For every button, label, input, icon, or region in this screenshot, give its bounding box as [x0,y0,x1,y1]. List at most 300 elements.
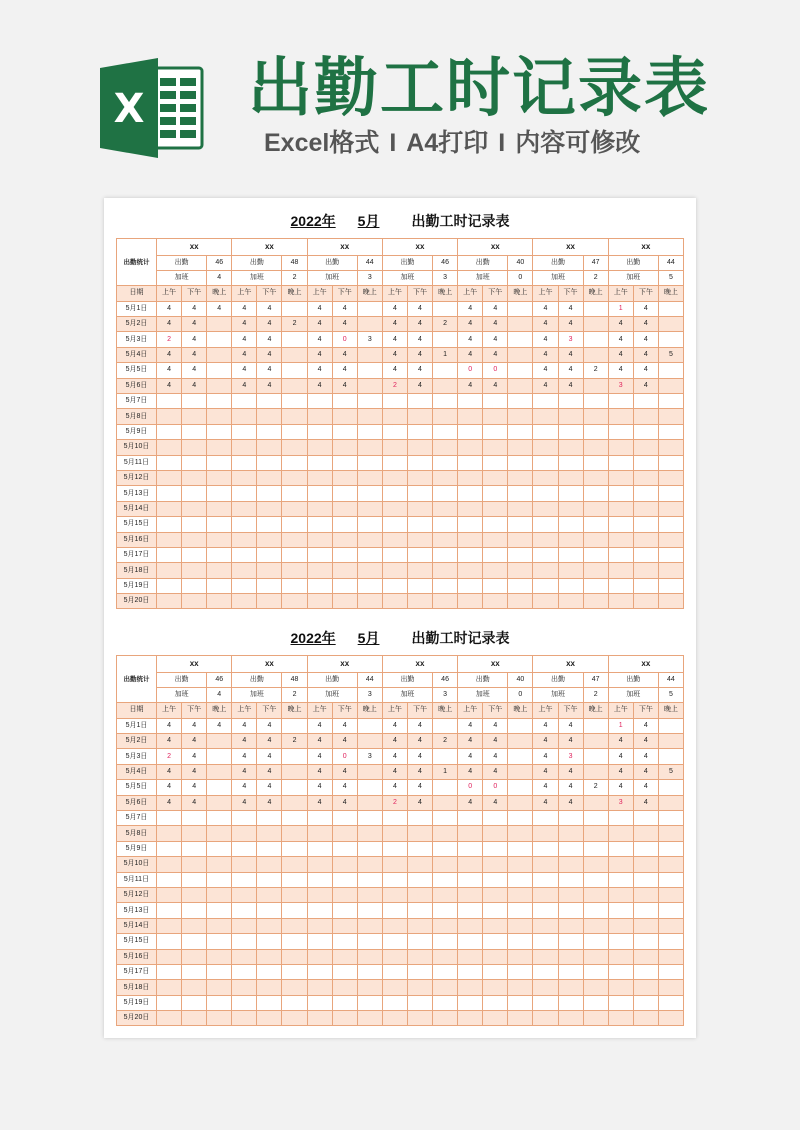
hours-cell[interactable] [182,980,207,995]
hours-cell[interactable] [483,594,508,609]
hours-cell[interactable] [357,501,382,516]
hours-cell[interactable] [583,394,608,409]
hours-cell[interactable] [458,826,483,841]
hours-cell[interactable] [608,811,633,826]
hours-cell[interactable] [508,764,533,779]
hours-cell[interactable] [458,995,483,1010]
hours-cell[interactable]: 4 [533,301,558,316]
hours-cell[interactable] [382,594,407,609]
hours-cell[interactable] [282,1011,307,1026]
hours-cell[interactable] [282,301,307,316]
hours-cell[interactable] [157,811,182,826]
hours-cell[interactable] [558,501,583,516]
hours-cell[interactable] [433,440,458,455]
hours-cell[interactable]: 4 [558,347,583,362]
hours-cell[interactable] [608,470,633,485]
hours-cell[interactable] [658,317,683,332]
hours-cell[interactable] [232,1011,257,1026]
hours-cell[interactable] [508,501,533,516]
hours-cell[interactable] [558,486,583,501]
hours-cell[interactable]: 4 [458,378,483,393]
hours-cell[interactable] [207,995,232,1010]
hours-cell[interactable] [533,918,558,933]
hours-cell[interactable] [633,903,658,918]
hours-cell[interactable]: 4 [558,734,583,749]
hours-cell[interactable]: 4 [533,764,558,779]
hours-cell[interactable] [533,872,558,887]
hours-cell[interactable] [257,578,282,593]
hours-cell[interactable]: 0 [483,780,508,795]
hours-cell[interactable]: 4 [608,317,633,332]
hours-cell[interactable] [382,578,407,593]
hours-cell[interactable] [357,378,382,393]
hours-cell[interactable]: 4 [307,780,332,795]
hours-cell[interactable]: 4 [633,332,658,347]
hours-cell[interactable] [508,780,533,795]
hours-cell[interactable]: 4 [483,317,508,332]
attend-total-cell[interactable]: 44 [357,255,382,270]
hours-cell[interactable] [382,872,407,887]
hours-cell[interactable] [583,501,608,516]
hours-cell[interactable] [257,811,282,826]
hours-cell[interactable] [433,578,458,593]
hours-cell[interactable]: 4 [157,301,182,316]
hours-cell[interactable] [508,841,533,856]
hours-cell[interactable]: 3 [608,378,633,393]
hours-cell[interactable] [282,780,307,795]
hours-cell[interactable]: 4 [458,734,483,749]
hours-cell[interactable]: 4 [232,780,257,795]
hours-cell[interactable] [282,718,307,733]
hours-cell[interactable] [583,918,608,933]
hours-cell[interactable] [608,826,633,841]
hours-cell[interactable] [157,517,182,532]
hours-cell[interactable] [207,547,232,562]
hours-cell[interactable] [157,532,182,547]
hours-cell[interactable]: 4 [407,301,432,316]
hours-cell[interactable] [282,347,307,362]
hours-cell[interactable] [433,980,458,995]
hours-cell[interactable] [508,517,533,532]
hours-cell[interactable]: 4 [558,378,583,393]
hours-cell[interactable] [282,501,307,516]
hours-cell[interactable] [232,857,257,872]
hours-cell[interactable] [407,964,432,979]
hours-cell[interactable]: 1 [433,764,458,779]
overtime-total-cell[interactable]: 2 [583,687,608,702]
hours-cell[interactable] [207,578,232,593]
hours-cell[interactable] [382,424,407,439]
hours-cell[interactable] [407,501,432,516]
employee-name-cell[interactable]: xx [232,656,307,673]
hours-cell[interactable]: 0 [458,780,483,795]
hours-cell[interactable] [282,363,307,378]
hours-cell[interactable] [633,532,658,547]
hours-cell[interactable] [207,470,232,485]
hours-cell[interactable] [558,857,583,872]
hours-cell[interactable] [157,841,182,856]
hours-cell[interactable]: 4 [533,718,558,733]
attend-total-cell[interactable]: 46 [433,672,458,687]
hours-cell[interactable] [232,995,257,1010]
hours-cell[interactable] [307,470,332,485]
attend-total-cell[interactable]: 48 [282,672,307,687]
hours-cell[interactable] [533,486,558,501]
hours-cell[interactable] [508,934,533,949]
hours-cell[interactable] [433,780,458,795]
hours-cell[interactable] [558,563,583,578]
hours-cell[interactable] [483,826,508,841]
hours-cell[interactable] [633,934,658,949]
hours-cell[interactable] [232,811,257,826]
hours-cell[interactable] [232,424,257,439]
hours-cell[interactable] [207,795,232,810]
hours-cell[interactable] [357,363,382,378]
hours-cell[interactable] [357,718,382,733]
hours-cell[interactable] [332,934,357,949]
hours-cell[interactable]: 4 [633,363,658,378]
hours-cell[interactable] [433,363,458,378]
hours-cell[interactable]: 4 [332,718,357,733]
hours-cell[interactable]: 4 [232,317,257,332]
hours-cell[interactable] [458,949,483,964]
hours-cell[interactable] [257,826,282,841]
hours-cell[interactable] [282,455,307,470]
hours-cell[interactable] [257,903,282,918]
hours-cell[interactable] [458,594,483,609]
hours-cell[interactable] [357,811,382,826]
hours-cell[interactable] [307,995,332,1010]
hours-cell[interactable] [382,455,407,470]
hours-cell[interactable] [207,826,232,841]
hours-cell[interactable] [282,887,307,902]
hours-cell[interactable] [332,964,357,979]
hours-cell[interactable] [433,949,458,964]
hours-cell[interactable] [207,764,232,779]
hours-cell[interactable] [357,995,382,1010]
hours-cell[interactable]: 4 [382,764,407,779]
hours-cell[interactable] [433,857,458,872]
hours-cell[interactable]: 4 [182,301,207,316]
hours-cell[interactable] [558,964,583,979]
hours-cell[interactable] [332,394,357,409]
hours-cell[interactable]: 2 [583,780,608,795]
hours-cell[interactable]: 4 [257,764,282,779]
hours-cell[interactable] [332,455,357,470]
hours-cell[interactable] [307,934,332,949]
hours-cell[interactable]: 4 [633,734,658,749]
hours-cell[interactable] [282,486,307,501]
hours-cell[interactable] [433,964,458,979]
hours-cell[interactable] [533,547,558,562]
hours-cell[interactable]: 3 [558,749,583,764]
hours-cell[interactable]: 4 [157,718,182,733]
hours-cell[interactable] [508,547,533,562]
hours-cell[interactable]: 4 [332,780,357,795]
hours-cell[interactable]: 4 [257,749,282,764]
hours-cell[interactable] [307,563,332,578]
hours-cell[interactable] [207,594,232,609]
hours-cell[interactable] [558,887,583,902]
overtime-total-cell[interactable]: 0 [508,687,533,702]
hours-cell[interactable] [407,547,432,562]
hours-cell[interactable] [207,440,232,455]
hours-cell[interactable]: 4 [382,332,407,347]
hours-cell[interactable] [658,734,683,749]
hours-cell[interactable]: 4 [157,363,182,378]
hours-cell[interactable] [658,995,683,1010]
overtime-total-cell[interactable]: 3 [357,270,382,285]
hours-cell[interactable] [332,409,357,424]
hours-cell[interactable] [608,501,633,516]
hours-cell[interactable] [232,547,257,562]
employee-name-cell[interactable]: xx [157,239,232,256]
hours-cell[interactable] [207,964,232,979]
hours-cell[interactable] [332,1011,357,1026]
hours-cell[interactable]: 4 [458,317,483,332]
hours-cell[interactable]: 2 [433,317,458,332]
hours-cell[interactable] [282,563,307,578]
hours-cell[interactable] [357,780,382,795]
hours-cell[interactable] [232,470,257,485]
hours-cell[interactable] [483,841,508,856]
hours-cell[interactable] [332,440,357,455]
hours-cell[interactable] [207,734,232,749]
hours-cell[interactable] [382,486,407,501]
hours-cell[interactable] [382,470,407,485]
hours-cell[interactable]: 0 [332,332,357,347]
hours-cell[interactable]: 3 [357,749,382,764]
hours-cell[interactable]: 4 [307,301,332,316]
hours-cell[interactable] [658,780,683,795]
hours-cell[interactable] [583,378,608,393]
hours-cell[interactable] [182,501,207,516]
hours-cell[interactable] [633,470,658,485]
employee-name-cell[interactable]: xx [232,239,307,256]
hours-cell[interactable]: 4 [533,347,558,362]
hours-cell[interactable] [157,486,182,501]
hours-cell[interactable] [633,949,658,964]
hours-cell[interactable] [157,980,182,995]
hours-cell[interactable]: 4 [483,301,508,316]
hours-cell[interactable] [433,563,458,578]
attend-total-cell[interactable]: 47 [583,255,608,270]
hours-cell[interactable] [332,594,357,609]
hours-cell[interactable]: 4 [307,749,332,764]
hours-cell[interactable] [382,980,407,995]
hours-cell[interactable] [332,578,357,593]
hours-cell[interactable] [257,486,282,501]
hours-cell[interactable] [433,424,458,439]
hours-cell[interactable] [357,949,382,964]
hours-cell[interactable]: 4 [533,734,558,749]
hours-cell[interactable] [282,826,307,841]
hours-cell[interactable] [558,517,583,532]
hours-cell[interactable] [182,826,207,841]
hours-cell[interactable]: 4 [257,317,282,332]
hours-cell[interactable] [282,903,307,918]
hours-cell[interactable] [483,517,508,532]
hours-cell[interactable] [282,795,307,810]
hours-cell[interactable] [307,594,332,609]
hours-cell[interactable] [508,918,533,933]
hours-cell[interactable]: 4 [633,718,658,733]
hours-cell[interactable] [407,440,432,455]
hours-cell[interactable]: 4 [182,749,207,764]
hours-cell[interactable] [433,378,458,393]
hours-cell[interactable] [332,872,357,887]
hours-cell[interactable] [433,594,458,609]
hours-cell[interactable] [307,532,332,547]
hours-cell[interactable] [583,301,608,316]
hours-cell[interactable] [282,594,307,609]
hours-cell[interactable] [207,749,232,764]
hours-cell[interactable]: 4 [483,718,508,733]
hours-cell[interactable]: 2 [382,378,407,393]
hours-cell[interactable] [357,394,382,409]
hours-cell[interactable] [257,547,282,562]
hours-cell[interactable]: 4 [633,347,658,362]
hours-cell[interactable] [182,532,207,547]
hours-cell[interactable] [157,409,182,424]
hours-cell[interactable]: 4 [157,734,182,749]
hours-cell[interactable] [633,547,658,562]
hours-cell[interactable] [407,811,432,826]
hours-cell[interactable] [608,857,633,872]
hours-cell[interactable] [658,964,683,979]
hours-cell[interactable] [508,317,533,332]
hours-cell[interactable] [332,532,357,547]
hours-cell[interactable] [658,424,683,439]
hours-cell[interactable] [633,409,658,424]
hours-cell[interactable]: 2 [433,734,458,749]
hours-cell[interactable] [307,440,332,455]
hours-cell[interactable] [257,594,282,609]
hours-cell[interactable] [407,980,432,995]
hours-cell[interactable] [232,934,257,949]
hours-cell[interactable] [558,934,583,949]
hours-cell[interactable] [232,486,257,501]
hours-cell[interactable] [583,563,608,578]
hours-cell[interactable] [633,394,658,409]
hours-cell[interactable] [382,826,407,841]
hours-cell[interactable]: 4 [558,764,583,779]
hours-cell[interactable] [633,594,658,609]
hours-cell[interactable]: 4 [232,363,257,378]
hours-cell[interactable] [357,301,382,316]
hours-cell[interactable] [658,563,683,578]
hours-cell[interactable]: 4 [407,332,432,347]
hours-cell[interactable] [558,811,583,826]
hours-cell[interactable] [483,811,508,826]
hours-cell[interactable] [357,964,382,979]
hours-cell[interactable] [382,995,407,1010]
hours-cell[interactable] [508,964,533,979]
hours-cell[interactable] [207,887,232,902]
hours-cell[interactable] [608,486,633,501]
hours-cell[interactable] [658,470,683,485]
hours-cell[interactable] [182,486,207,501]
hours-cell[interactable] [458,394,483,409]
hours-cell[interactable] [483,470,508,485]
hours-cell[interactable] [658,826,683,841]
hours-cell[interactable] [382,811,407,826]
hours-cell[interactable] [508,734,533,749]
hours-cell[interactable]: 4 [157,795,182,810]
hours-cell[interactable] [257,563,282,578]
hours-cell[interactable] [207,394,232,409]
hours-cell[interactable] [357,424,382,439]
hours-cell[interactable] [207,980,232,995]
hours-cell[interactable] [533,455,558,470]
hours-cell[interactable]: 4 [407,749,432,764]
hours-cell[interactable] [357,857,382,872]
hours-cell[interactable] [558,918,583,933]
hours-cell[interactable] [608,547,633,562]
hours-cell[interactable] [458,470,483,485]
hours-cell[interactable] [533,964,558,979]
hours-cell[interactable] [483,547,508,562]
overtime-total-cell[interactable]: 3 [433,270,458,285]
hours-cell[interactable]: 4 [558,301,583,316]
hours-cell[interactable] [433,301,458,316]
hours-cell[interactable] [357,547,382,562]
hours-cell[interactable] [533,826,558,841]
hours-cell[interactable]: 4 [232,734,257,749]
hours-cell[interactable] [332,980,357,995]
hours-cell[interactable]: 4 [608,734,633,749]
hours-cell[interactable] [508,532,533,547]
hours-cell[interactable] [458,964,483,979]
hours-cell[interactable]: 4 [407,780,432,795]
hours-cell[interactable] [458,857,483,872]
hours-cell[interactable]: 3 [608,795,633,810]
hours-cell[interactable] [307,811,332,826]
hours-cell[interactable] [357,532,382,547]
hours-cell[interactable]: 4 [533,378,558,393]
hours-cell[interactable] [257,409,282,424]
hours-cell[interactable] [232,455,257,470]
hours-cell[interactable]: 4 [307,795,332,810]
hours-cell[interactable] [633,440,658,455]
hours-cell[interactable]: 4 [483,332,508,347]
hours-cell[interactable]: 4 [307,347,332,362]
hours-cell[interactable] [307,517,332,532]
employee-name-cell[interactable]: xx [533,656,608,673]
hours-cell[interactable] [282,764,307,779]
hours-cell[interactable]: 5 [658,347,683,362]
hours-cell[interactable] [633,1011,658,1026]
hours-cell[interactable]: 4 [257,347,282,362]
hours-cell[interactable] [257,517,282,532]
hours-cell[interactable] [207,517,232,532]
hours-cell[interactable] [407,826,432,841]
hours-cell[interactable] [608,934,633,949]
hours-cell[interactable] [433,903,458,918]
hours-cell[interactable] [357,517,382,532]
hours-cell[interactable] [307,841,332,856]
hours-cell[interactable] [558,532,583,547]
hours-cell[interactable] [533,995,558,1010]
hours-cell[interactable] [207,486,232,501]
hours-cell[interactable]: 4 [533,795,558,810]
hours-cell[interactable] [232,841,257,856]
hours-cell[interactable] [182,409,207,424]
hours-cell[interactable] [608,424,633,439]
hours-cell[interactable] [157,903,182,918]
hours-cell[interactable] [307,1011,332,1026]
hours-cell[interactable] [458,424,483,439]
